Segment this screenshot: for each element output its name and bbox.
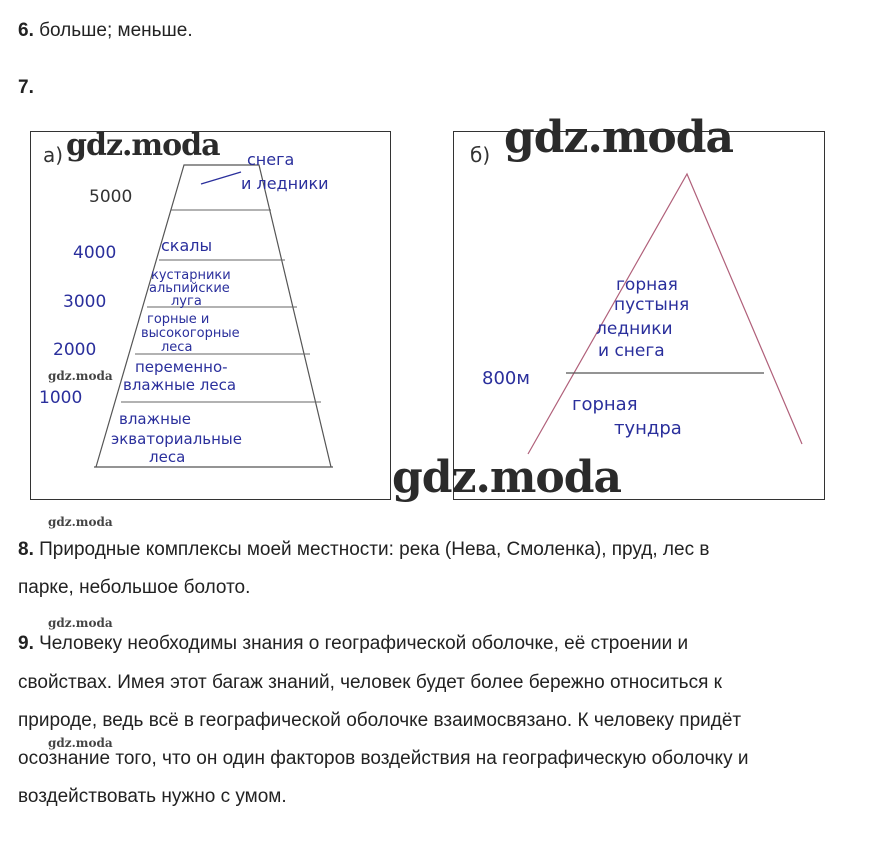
zone-label: кустарники [151,268,231,283]
answer-9-cont [18,671,722,695]
watermark-small: gdz.moda [48,736,113,750]
snow-pointer [201,172,241,184]
answer-8 [18,538,709,562]
watermark: gdz.moda [504,112,734,163]
answer-6 [18,19,193,43]
answer-text: природе, ведь всё в географической оболочке взаимосвязано. К человеку придёт [18,710,742,731]
zone-label: экваториальные [111,430,243,448]
answer-9 [18,632,688,656]
altitude-label: 5000 [89,187,133,207]
zone-label: и ледники [241,174,329,193]
answer-number: 8. [18,539,34,560]
watermark-small: gdz.moda [48,515,113,529]
zone-label: луга [171,294,202,309]
zone-label: ледники [596,319,673,339]
zone-label: скалы [161,236,213,255]
figure-b-drawing [454,132,826,501]
figure-a-label: а) [43,143,64,167]
answer-text: свойствах. Имея этот багаж знаний, человек будет более бережно относиться к [18,672,722,693]
zone-label: горная [616,275,678,295]
altitude-label: 800м [482,368,530,389]
zone-label: влажные леса [123,376,237,394]
answer-9-cont [18,747,748,771]
answer-9-cont [18,785,287,809]
zone-label: тундра [614,418,682,439]
zone-label: леса [149,448,186,466]
zone-label: горные и [147,312,210,327]
answer-text: Природные комплексы моей местности: река (Нева, Смоленка), пруд, лес в [33,539,710,560]
answer-number: 7. [18,77,34,98]
zone-label: пустыня [614,295,690,315]
watermark-small: gdz.moda [48,369,113,383]
watermark-small: gdz.moda [48,616,113,630]
answer-text: осознание того, что он один факторов воздействия на географическую оболочку и [18,748,749,769]
zone-label: влажные [119,410,192,428]
answer-9-cont [18,709,741,733]
zone-label: альпийские [149,281,230,296]
answer-number: 9. [18,633,34,654]
answer-text: Человеку необходимы знания о географической оболочке, её строении и [33,633,689,654]
answer-number: 6. [18,20,34,41]
figure-a-drawing [31,132,392,501]
answer-8-cont [18,576,250,600]
zone-label: переменно- [135,358,228,376]
answer-text: больше; меньше. [33,20,193,41]
answer-7 [18,76,34,100]
altitude-label: 3000 [63,292,107,312]
zone-label: снега [247,150,295,169]
figure-b-label: б) [470,143,491,167]
altitude-label: 2000 [53,340,97,360]
zone-label: леса [161,340,193,355]
altitude-label: 4000 [73,243,117,263]
figure-a-altitudinal-zones [30,131,391,500]
zone-label: и снега [598,341,665,361]
zone-label: горная [572,394,638,415]
altitude-label: 1000 [39,388,83,408]
watermark: gdz.moda [392,452,622,503]
answer-text: воздействовать нужно с умом. [18,786,287,807]
watermark: gdz.moda [66,128,220,163]
answer-text: парке, небольшое болото. [18,577,251,598]
zone-label: высокогорные [141,326,240,341]
figure-b-altitudinal-zones [453,131,825,500]
